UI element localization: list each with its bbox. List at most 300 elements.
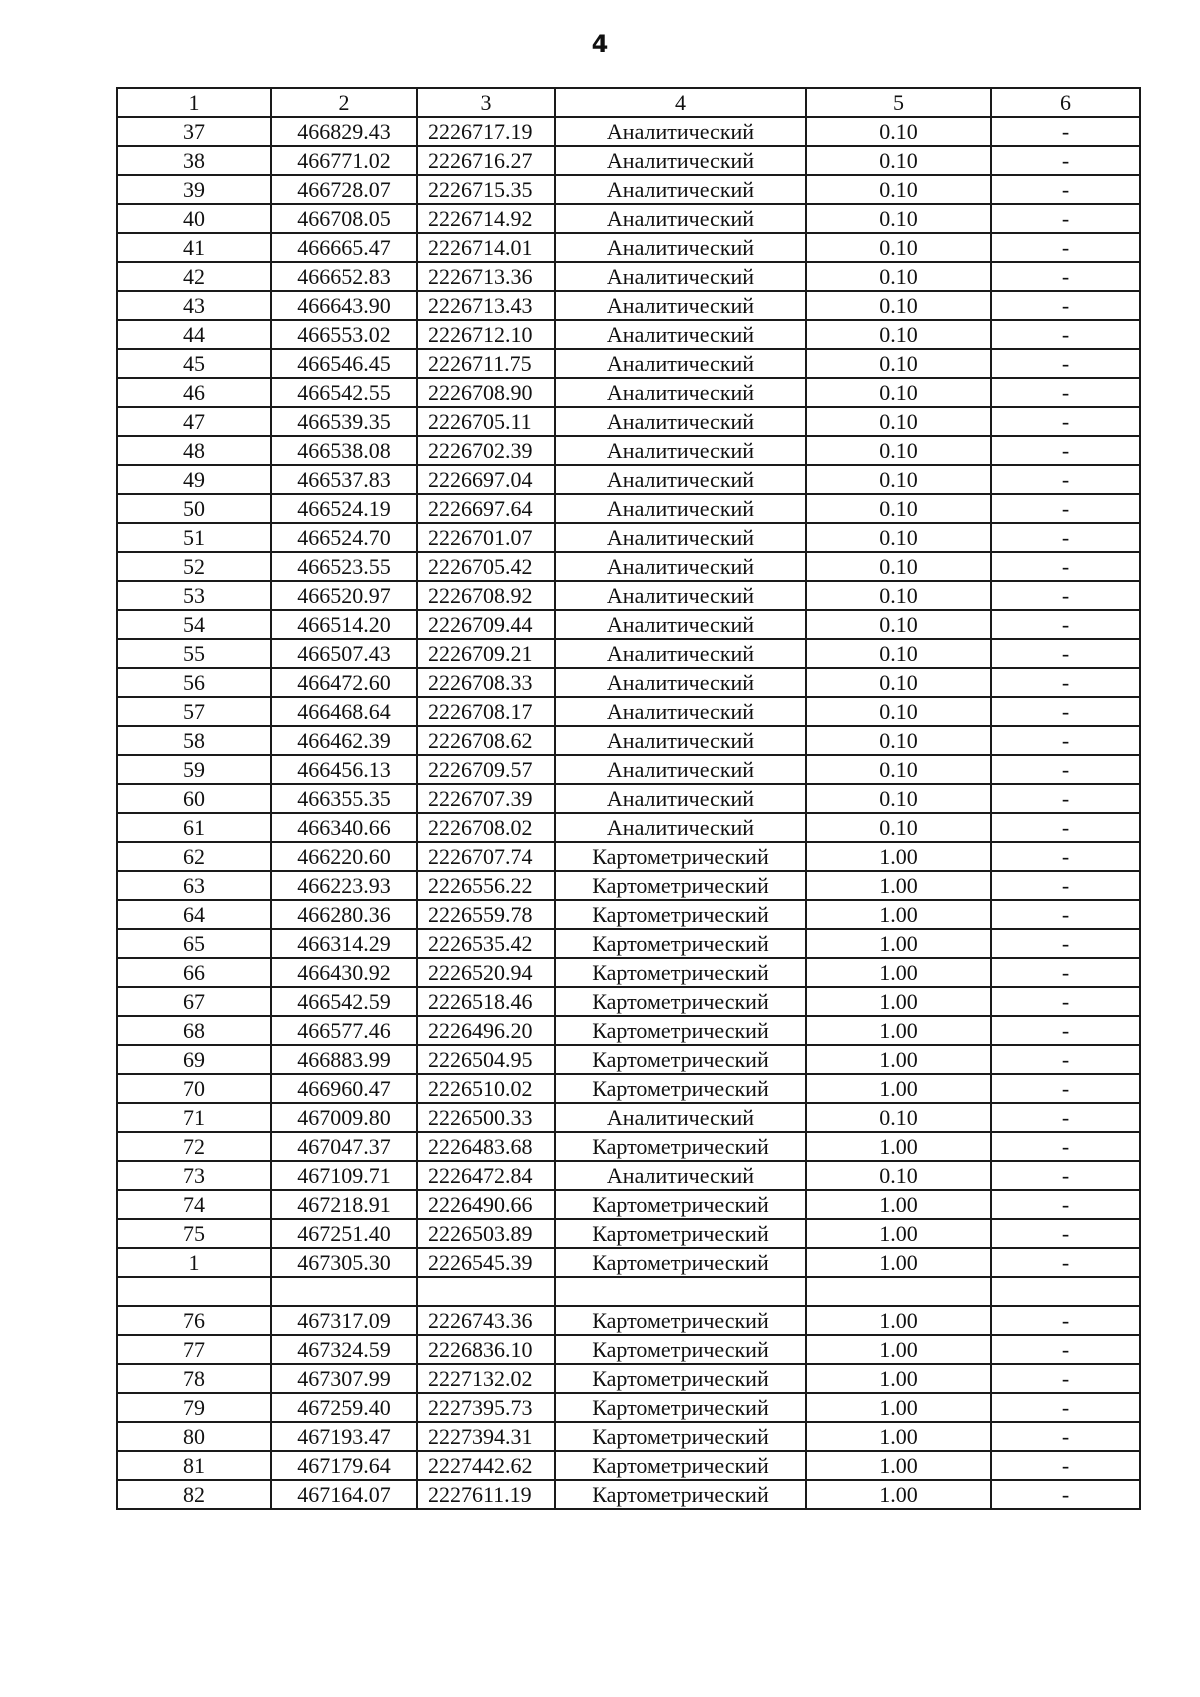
accuracy-cell: 1.00	[806, 958, 991, 987]
x-coordinate-cell: 466462.39	[271, 726, 417, 755]
x-coordinate-cell	[271, 1277, 417, 1306]
point-number-cell: 45	[117, 349, 271, 378]
accuracy-cell: 1.00	[806, 987, 991, 1016]
method-cell: Картометрический	[555, 987, 806, 1016]
point-number-cell: 43	[117, 291, 271, 320]
point-number-cell: 70	[117, 1074, 271, 1103]
method-cell: Аналитический	[555, 784, 806, 813]
point-number-cell: 59	[117, 755, 271, 784]
accuracy-cell: 1.00	[806, 1045, 991, 1074]
y-coordinate-cell: 2226708.17	[417, 697, 555, 726]
y-coordinate-cell: 2227394.31	[417, 1422, 555, 1451]
table-row	[117, 929, 1140, 958]
x-coordinate-cell: 466523.55	[271, 552, 417, 581]
y-coordinate-cell: 2226701.07	[417, 523, 555, 552]
note-cell: -	[991, 639, 1140, 668]
accuracy-cell: 1.00	[806, 1306, 991, 1335]
table-row	[117, 610, 1140, 639]
point-number-cell: 78	[117, 1364, 271, 1393]
accuracy-cell: 0.10	[806, 407, 991, 436]
table-row	[117, 1451, 1140, 1480]
method-cell: Аналитический	[555, 291, 806, 320]
method-cell: Аналитический	[555, 1103, 806, 1132]
y-coordinate-cell: 2226713.36	[417, 262, 555, 291]
point-number-cell: 77	[117, 1335, 271, 1364]
y-coordinate-cell: 2226510.02	[417, 1074, 555, 1103]
point-number-cell: 82	[117, 1480, 271, 1509]
note-cell: -	[991, 610, 1140, 639]
y-coordinate-cell: 2226496.20	[417, 1016, 555, 1045]
table-row	[117, 465, 1140, 494]
table-row	[117, 291, 1140, 320]
point-number-cell: 41	[117, 233, 271, 262]
accuracy-cell: 1.00	[806, 1219, 991, 1248]
point-number-cell: 1	[117, 1248, 271, 1277]
note-cell: -	[991, 1132, 1140, 1161]
table-row	[117, 175, 1140, 204]
y-coordinate-cell: 2227611.19	[417, 1480, 555, 1509]
method-cell: Аналитический	[555, 552, 806, 581]
method-cell: Аналитический	[555, 639, 806, 668]
y-coordinate-cell: 2226697.64	[417, 494, 555, 523]
method-cell: Картометрический	[555, 1364, 806, 1393]
y-coordinate-cell: 2226709.21	[417, 639, 555, 668]
x-coordinate-cell: 466520.97	[271, 581, 417, 610]
method-cell: Картометрический	[555, 1074, 806, 1103]
method-cell: Аналитический	[555, 697, 806, 726]
point-number-cell: 80	[117, 1422, 271, 1451]
table-row	[117, 552, 1140, 581]
method-cell: Аналитический	[555, 726, 806, 755]
x-coordinate-cell: 466220.60	[271, 842, 417, 871]
y-coordinate-cell: 2227442.62	[417, 1451, 555, 1480]
x-coordinate-cell: 466223.93	[271, 871, 417, 900]
x-coordinate-cell: 467251.40	[271, 1219, 417, 1248]
y-coordinate-cell: 2226472.84	[417, 1161, 555, 1190]
point-number-cell	[117, 1277, 271, 1306]
accuracy-cell: 1.00	[806, 871, 991, 900]
y-coordinate-cell: 2226545.39	[417, 1248, 555, 1277]
note-cell: -	[991, 1016, 1140, 1045]
accuracy-cell: 0.10	[806, 291, 991, 320]
y-coordinate-cell: 2226708.33	[417, 668, 555, 697]
table-row	[117, 726, 1140, 755]
x-coordinate-cell: 467317.09	[271, 1306, 417, 1335]
method-cell: Аналитический	[555, 146, 806, 175]
x-coordinate-cell: 467218.91	[271, 1190, 417, 1219]
method-cell: Картометрический	[555, 900, 806, 929]
method-cell: Картометрический	[555, 871, 806, 900]
accuracy-cell: 1.00	[806, 1016, 991, 1045]
accuracy-cell: 1.00	[806, 1190, 991, 1219]
table-row	[117, 1132, 1140, 1161]
table-row	[117, 842, 1140, 871]
x-coordinate-cell: 466524.70	[271, 523, 417, 552]
y-coordinate-cell: 2226535.42	[417, 929, 555, 958]
point-number-cell: 51	[117, 523, 271, 552]
method-cell: Картометрический	[555, 842, 806, 871]
table-row	[117, 320, 1140, 349]
point-number-cell: 56	[117, 668, 271, 697]
method-cell: Картометрический	[555, 1045, 806, 1074]
accuracy-cell: 1.00	[806, 1074, 991, 1103]
method-cell: Аналитический	[555, 175, 806, 204]
method-cell: Картометрический	[555, 1335, 806, 1364]
point-number-cell: 74	[117, 1190, 271, 1219]
table-row	[117, 1364, 1140, 1393]
x-coordinate-cell: 466829.43	[271, 117, 417, 146]
y-coordinate-cell: 2226708.90	[417, 378, 555, 407]
method-cell: Аналитический	[555, 204, 806, 233]
y-coordinate-cell: 2226709.44	[417, 610, 555, 639]
point-number-cell: 37	[117, 117, 271, 146]
table-row	[117, 581, 1140, 610]
method-cell: Аналитический	[555, 523, 806, 552]
note-cell: -	[991, 436, 1140, 465]
note-cell: -	[991, 552, 1140, 581]
accuracy-cell: 0.10	[806, 639, 991, 668]
table-row	[117, 233, 1140, 262]
table-row	[117, 1422, 1140, 1451]
y-coordinate-cell: 2226483.68	[417, 1132, 555, 1161]
table-row	[117, 1335, 1140, 1364]
point-number-cell: 50	[117, 494, 271, 523]
note-cell: -	[991, 1364, 1140, 1393]
x-coordinate-cell: 466314.29	[271, 929, 417, 958]
note-cell: -	[991, 929, 1140, 958]
accuracy-cell: 0.10	[806, 668, 991, 697]
accuracy-cell: 0.10	[806, 697, 991, 726]
y-coordinate-cell: 2226714.92	[417, 204, 555, 233]
table-row	[117, 755, 1140, 784]
table-row	[117, 1074, 1140, 1103]
y-coordinate-cell: 2226490.66	[417, 1190, 555, 1219]
accuracy-cell: 1.00	[806, 1364, 991, 1393]
x-coordinate-cell: 466728.07	[271, 175, 417, 204]
note-cell: -	[991, 1480, 1140, 1509]
x-coordinate-cell: 466472.60	[271, 668, 417, 697]
point-number-cell: 76	[117, 1306, 271, 1335]
method-cell: Аналитический	[555, 668, 806, 697]
accuracy-cell: 0.10	[806, 610, 991, 639]
method-cell: Картометрический	[555, 958, 806, 987]
point-number-cell: 57	[117, 697, 271, 726]
note-cell: -	[991, 726, 1140, 755]
note-cell	[991, 1277, 1140, 1306]
accuracy-cell: 0.10	[806, 494, 991, 523]
note-cell: -	[991, 1393, 1140, 1422]
point-number-cell: 65	[117, 929, 271, 958]
method-cell: Аналитический	[555, 610, 806, 639]
accuracy-cell: 0.10	[806, 726, 991, 755]
table-row	[117, 639, 1140, 668]
point-number-cell: 44	[117, 320, 271, 349]
header-cell: 2	[271, 88, 417, 117]
accuracy-cell: 1.00	[806, 1422, 991, 1451]
x-coordinate-cell: 467259.40	[271, 1393, 417, 1422]
x-coordinate-cell: 466542.55	[271, 378, 417, 407]
point-number-cell: 46	[117, 378, 271, 407]
note-cell: -	[991, 1161, 1140, 1190]
note-cell: -	[991, 1103, 1140, 1132]
method-cell: Картометрический	[555, 1306, 806, 1335]
x-coordinate-cell: 466538.08	[271, 436, 417, 465]
note-cell: -	[991, 523, 1140, 552]
x-coordinate-cell: 466883.99	[271, 1045, 417, 1074]
y-coordinate-cell: 2226707.39	[417, 784, 555, 813]
accuracy-cell: 1.00	[806, 929, 991, 958]
table-row	[117, 436, 1140, 465]
table-row	[117, 958, 1140, 987]
point-number-cell: 39	[117, 175, 271, 204]
y-coordinate-cell: 2226697.04	[417, 465, 555, 494]
table-row	[117, 1190, 1140, 1219]
accuracy-cell: 0.10	[806, 581, 991, 610]
note-cell: -	[991, 1248, 1140, 1277]
x-coordinate-cell: 466537.83	[271, 465, 417, 494]
x-coordinate-cell: 467324.59	[271, 1335, 417, 1364]
accuracy-cell: 1.00	[806, 1393, 991, 1422]
accuracy-cell	[806, 1277, 991, 1306]
note-cell: -	[991, 175, 1140, 204]
y-coordinate-cell: 2226500.33	[417, 1103, 555, 1132]
accuracy-cell: 0.10	[806, 320, 991, 349]
table-row	[117, 1277, 1140, 1306]
x-coordinate-cell: 466355.35	[271, 784, 417, 813]
point-number-cell: 63	[117, 871, 271, 900]
coordinates-table	[116, 87, 1141, 1510]
accuracy-cell: 0.10	[806, 1161, 991, 1190]
x-coordinate-cell: 466340.66	[271, 813, 417, 842]
note-cell: -	[991, 755, 1140, 784]
table-row	[117, 262, 1140, 291]
x-coordinate-cell: 466514.20	[271, 610, 417, 639]
y-coordinate-cell: 2226556.22	[417, 871, 555, 900]
table-row	[117, 378, 1140, 407]
note-cell: -	[991, 320, 1140, 349]
note-cell: -	[991, 958, 1140, 987]
accuracy-cell: 1.00	[806, 1480, 991, 1509]
accuracy-cell: 1.00	[806, 1132, 991, 1161]
y-coordinate-cell: 2226716.27	[417, 146, 555, 175]
x-coordinate-cell: 466539.35	[271, 407, 417, 436]
note-cell: -	[991, 842, 1140, 871]
method-cell: Аналитический	[555, 465, 806, 494]
x-coordinate-cell: 466280.36	[271, 900, 417, 929]
accuracy-cell: 0.10	[806, 378, 991, 407]
method-cell: Аналитический	[555, 349, 806, 378]
point-number-cell: 58	[117, 726, 271, 755]
x-coordinate-cell: 467179.64	[271, 1451, 417, 1480]
accuracy-cell: 1.00	[806, 842, 991, 871]
x-coordinate-cell: 467109.71	[271, 1161, 417, 1190]
x-coordinate-cell: 466665.47	[271, 233, 417, 262]
note-cell: -	[991, 1451, 1140, 1480]
note-cell: -	[991, 987, 1140, 1016]
y-coordinate-cell: 2226717.19	[417, 117, 555, 146]
x-coordinate-cell: 467307.99	[271, 1364, 417, 1393]
point-number-cell: 48	[117, 436, 271, 465]
table-row	[117, 146, 1140, 175]
note-cell: -	[991, 784, 1140, 813]
header-cell: 6	[991, 88, 1140, 117]
note-cell: -	[991, 1335, 1140, 1364]
method-cell: Аналитический	[555, 813, 806, 842]
header-row	[117, 88, 1140, 117]
table-row	[117, 1161, 1140, 1190]
y-coordinate-cell: 2226518.46	[417, 987, 555, 1016]
point-number-cell: 53	[117, 581, 271, 610]
method-cell: Аналитический	[555, 494, 806, 523]
note-cell: -	[991, 1074, 1140, 1103]
note-cell: -	[991, 465, 1140, 494]
y-coordinate-cell: 2226714.01	[417, 233, 555, 262]
accuracy-cell: 0.10	[806, 117, 991, 146]
y-coordinate-cell: 2226708.92	[417, 581, 555, 610]
x-coordinate-cell: 466708.05	[271, 204, 417, 233]
table-row	[117, 523, 1140, 552]
note-cell: -	[991, 378, 1140, 407]
y-coordinate-cell: 2226503.89	[417, 1219, 555, 1248]
method-cell: Картометрический	[555, 1132, 806, 1161]
x-coordinate-cell: 467164.07	[271, 1480, 417, 1509]
x-coordinate-cell: 466771.02	[271, 146, 417, 175]
y-coordinate-cell: 2226705.42	[417, 552, 555, 581]
note-cell: -	[991, 668, 1140, 697]
method-cell: Картометрический	[555, 1422, 806, 1451]
note-cell: -	[991, 349, 1140, 378]
y-coordinate-cell: 2226707.74	[417, 842, 555, 871]
method-cell: Картометрический	[555, 1248, 806, 1277]
y-coordinate-cell	[417, 1277, 555, 1306]
accuracy-cell: 0.10	[806, 465, 991, 494]
method-cell: Аналитический	[555, 581, 806, 610]
note-cell: -	[991, 1422, 1140, 1451]
accuracy-cell: 0.10	[806, 813, 991, 842]
method-cell: Картометрический	[555, 1016, 806, 1045]
header-cell: 3	[417, 88, 555, 117]
x-coordinate-cell: 466960.47	[271, 1074, 417, 1103]
method-cell: Аналитический	[555, 117, 806, 146]
accuracy-cell: 1.00	[806, 1335, 991, 1364]
note-cell: -	[991, 813, 1140, 842]
point-number-cell: 71	[117, 1103, 271, 1132]
table-row	[117, 871, 1140, 900]
table-row	[117, 494, 1140, 523]
note-cell: -	[991, 291, 1140, 320]
accuracy-cell: 1.00	[806, 1248, 991, 1277]
table-body	[117, 117, 1140, 1509]
y-coordinate-cell: 2226711.75	[417, 349, 555, 378]
table-row	[117, 1248, 1140, 1277]
header-cell: 1	[117, 88, 271, 117]
x-coordinate-cell: 466430.92	[271, 958, 417, 987]
method-cell: Картометрический	[555, 1190, 806, 1219]
table-row	[117, 407, 1140, 436]
table-row	[117, 1306, 1140, 1335]
note-cell: -	[991, 117, 1140, 146]
point-number-cell: 67	[117, 987, 271, 1016]
point-number-cell: 52	[117, 552, 271, 581]
y-coordinate-cell: 2226705.11	[417, 407, 555, 436]
point-number-cell: 75	[117, 1219, 271, 1248]
y-coordinate-cell: 2226708.62	[417, 726, 555, 755]
y-coordinate-cell: 2227395.73	[417, 1393, 555, 1422]
point-number-cell: 49	[117, 465, 271, 494]
accuracy-cell: 0.10	[806, 784, 991, 813]
point-number-cell: 61	[117, 813, 271, 842]
table-row	[117, 697, 1140, 726]
accuracy-cell: 0.10	[806, 146, 991, 175]
y-coordinate-cell: 2226559.78	[417, 900, 555, 929]
point-number-cell: 81	[117, 1451, 271, 1480]
method-cell: Картометрический	[555, 929, 806, 958]
point-number-cell: 64	[117, 900, 271, 929]
accuracy-cell: 0.10	[806, 523, 991, 552]
y-coordinate-cell: 2227132.02	[417, 1364, 555, 1393]
table-row	[117, 1480, 1140, 1509]
note-cell: -	[991, 494, 1140, 523]
method-cell: Аналитический	[555, 407, 806, 436]
point-number-cell: 47	[117, 407, 271, 436]
method-cell: Картометрический	[555, 1219, 806, 1248]
accuracy-cell: 0.10	[806, 349, 991, 378]
x-coordinate-cell: 466507.43	[271, 639, 417, 668]
table-row	[117, 1045, 1140, 1074]
method-cell: Картометрический	[555, 1393, 806, 1422]
x-coordinate-cell: 466542.59	[271, 987, 417, 1016]
y-coordinate-cell: 2226712.10	[417, 320, 555, 349]
point-number-cell: 42	[117, 262, 271, 291]
point-number-cell: 68	[117, 1016, 271, 1045]
table-row	[117, 900, 1140, 929]
x-coordinate-cell: 466652.83	[271, 262, 417, 291]
note-cell: -	[991, 233, 1140, 262]
point-number-cell: 72	[117, 1132, 271, 1161]
y-coordinate-cell: 2226702.39	[417, 436, 555, 465]
point-number-cell: 54	[117, 610, 271, 639]
method-cell: Картометрический	[555, 1451, 806, 1480]
accuracy-cell: 0.10	[806, 552, 991, 581]
x-coordinate-cell: 467193.47	[271, 1422, 417, 1451]
method-cell: Аналитический	[555, 320, 806, 349]
table-row	[117, 813, 1140, 842]
table-row	[117, 987, 1140, 1016]
table-row	[117, 784, 1140, 813]
x-coordinate-cell: 466546.45	[271, 349, 417, 378]
note-cell: -	[991, 407, 1140, 436]
point-number-cell: 55	[117, 639, 271, 668]
note-cell: -	[991, 900, 1140, 929]
method-cell: Аналитический	[555, 1161, 806, 1190]
note-cell: -	[991, 1190, 1140, 1219]
table-header	[117, 88, 1140, 117]
method-cell: Аналитический	[555, 262, 806, 291]
y-coordinate-cell: 2226713.43	[417, 291, 555, 320]
accuracy-cell: 0.10	[806, 175, 991, 204]
accuracy-cell: 0.10	[806, 204, 991, 233]
x-coordinate-cell: 466643.90	[271, 291, 417, 320]
table-row	[117, 117, 1140, 146]
accuracy-cell: 0.10	[806, 262, 991, 291]
note-cell: -	[991, 697, 1140, 726]
note-cell: -	[991, 1045, 1140, 1074]
method-cell: Аналитический	[555, 755, 806, 784]
point-number-cell: 60	[117, 784, 271, 813]
y-coordinate-cell: 2226743.36	[417, 1306, 555, 1335]
accuracy-cell: 0.10	[806, 1103, 991, 1132]
point-number-cell: 40	[117, 204, 271, 233]
